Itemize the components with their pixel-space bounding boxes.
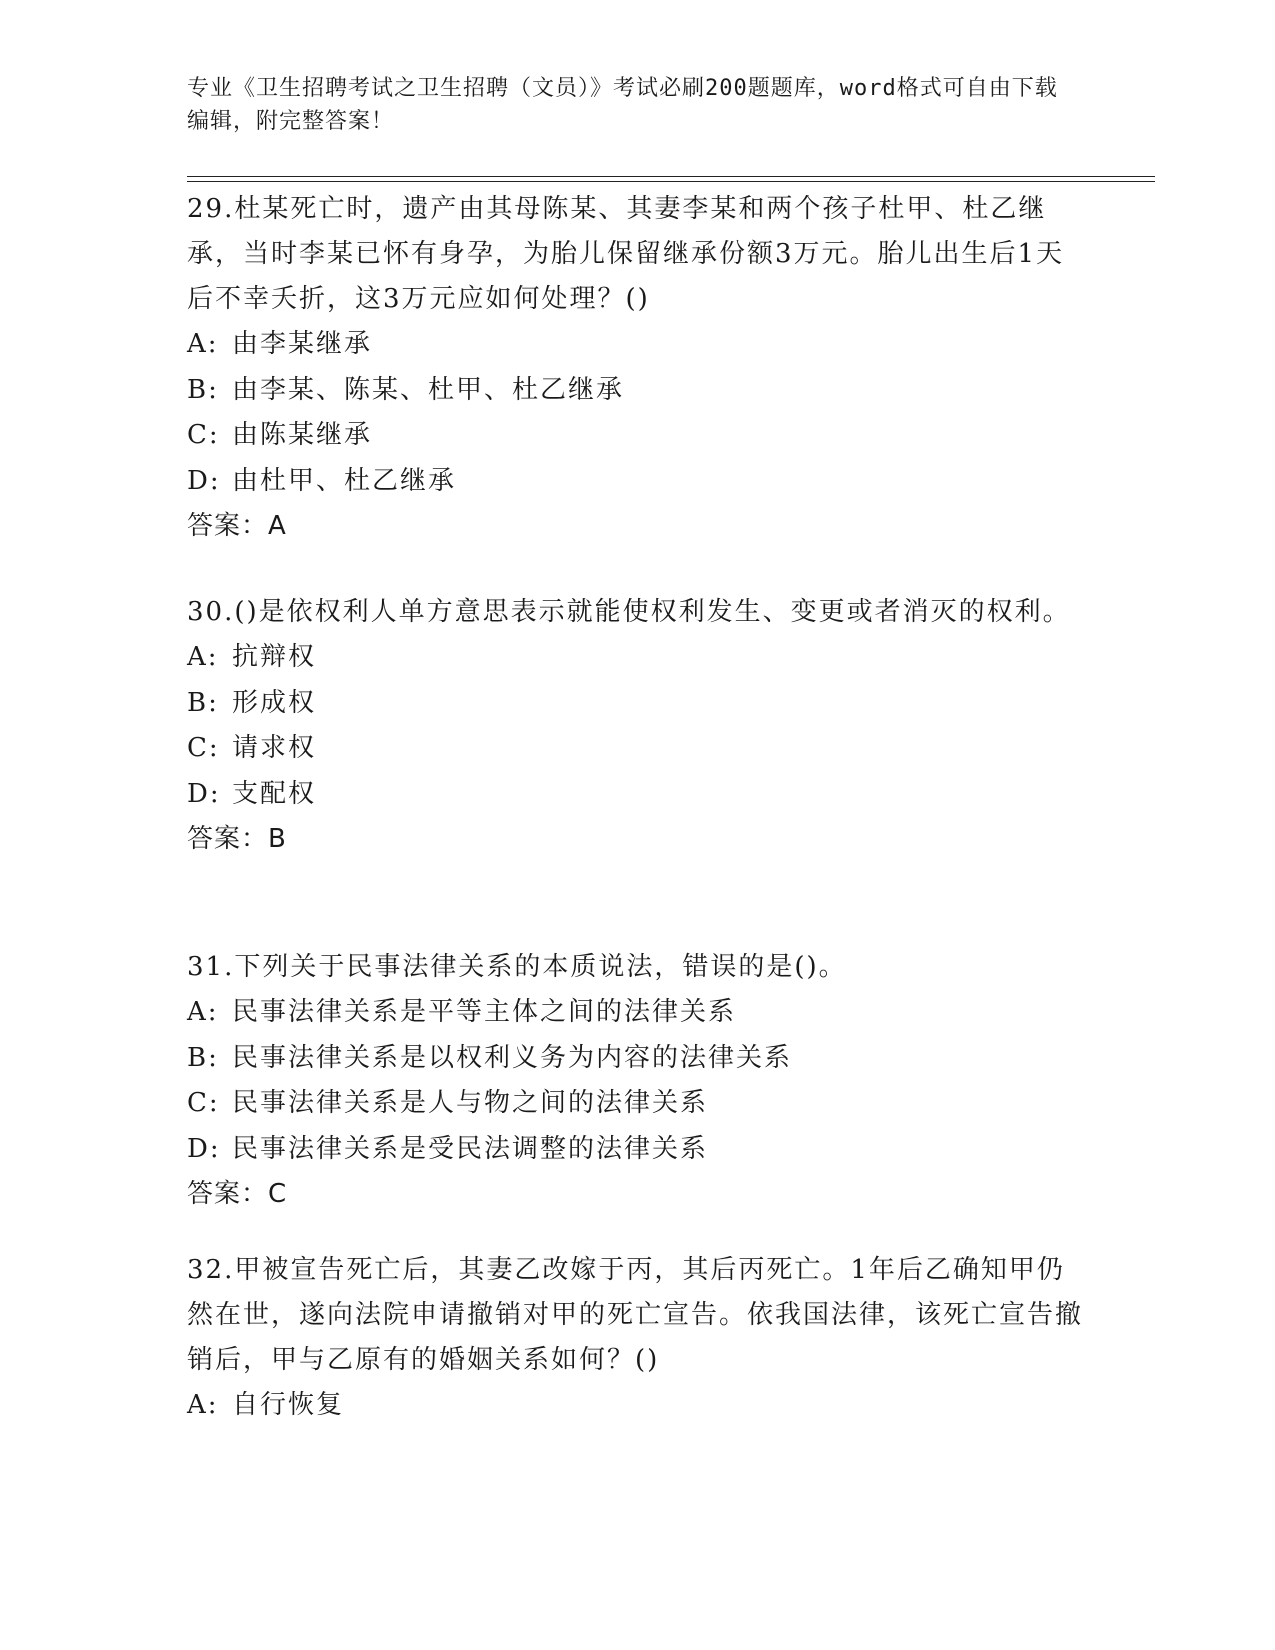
- option-text: 民事法律关系是受民法调整的法律关系: [232, 1133, 709, 1164]
- option-c: [187, 726, 1087, 772]
- option-b: [187, 1036, 1087, 1082]
- option-text: 自行恢复: [232, 1390, 345, 1420]
- question-31: [187, 945, 1087, 1218]
- option-b: [187, 681, 1087, 727]
- option-text: 请求权: [232, 733, 317, 763]
- option-text: 民事法律关系是以权利义务为内容的法律关系: [232, 1042, 793, 1073]
- question-30: [187, 590, 1087, 863]
- option-a: [187, 1383, 1087, 1429]
- option-text: 民事法律关系是平等主体之间的法律关系: [232, 997, 737, 1027]
- question-32: [187, 1248, 1087, 1429]
- question-stem: 32.甲被宣告死亡后，其妻乙改嫁于丙，其后丙死亡。1年后乙确知甲仍然在世，遂向法院申请撤销对甲的死亡宣告。依我国法律，该死亡宣告撤销后，甲与乙原有的婚姻关系如何？(): [187, 1255, 1084, 1375]
- option-label: A:: [187, 642, 219, 672]
- option-text: 形成权: [232, 687, 317, 718]
- option-label: A:: [187, 329, 219, 359]
- option-c: [187, 1081, 1087, 1127]
- option-label: B:: [187, 1042, 219, 1073]
- option-label: B:: [187, 687, 219, 718]
- option-d: [187, 1127, 1087, 1173]
- option-a: [187, 990, 1087, 1036]
- question-stem: 30.()是依权利人单方意思表示就能使权利发生、变更或者消灭的权利。: [187, 597, 1071, 627]
- header-divider-top: [187, 176, 1155, 177]
- option-text: 支配权: [232, 778, 317, 809]
- header-divider-bottom: [187, 181, 1155, 182]
- option-label: C:: [187, 1088, 220, 1118]
- option-label: D:: [187, 778, 221, 809]
- option-label: C:: [187, 733, 220, 763]
- option-text: 抗辩权: [232, 642, 317, 672]
- question-stem: 31.下列关于民事法律关系的本质说法，错误的是()。: [187, 952, 847, 982]
- option-b: [187, 368, 1087, 414]
- document-header: 专业《卫生招聘考试之卫生招聘（文员）》考试必刷200题题库，word格式可自由下载编辑，附完整答案！: [187, 76, 1058, 134]
- option-text: 由陈某继承: [232, 420, 373, 450]
- option-a: [187, 322, 1087, 368]
- option-label: D:: [187, 465, 221, 496]
- option-a: [187, 635, 1087, 681]
- option-text: 由李某、陈某、杜甲、杜乙继承: [232, 374, 625, 405]
- option-d: [187, 772, 1087, 818]
- question-29: [187, 187, 1087, 550]
- option-d: [187, 459, 1087, 505]
- option-label: D:: [187, 1133, 221, 1164]
- option-label: B:: [187, 374, 219, 405]
- option-c: [187, 413, 1087, 459]
- answer: 答案：B: [187, 824, 287, 854]
- option-label: C:: [187, 420, 220, 450]
- option-text: 由杜甲、杜乙继承: [232, 465, 457, 496]
- question-stem: 29.杜某死亡时，遗产由其母陈某、其妻李某和两个孩子杜甲、杜乙继承，当时李某已怀有身孕，为胎儿保留继承份额3万元。胎儿出生后1天后不幸夭折，这3万元应如何处理？(): [187, 194, 1065, 314]
- answer: 答案：A: [187, 511, 287, 541]
- option-label: A:: [187, 997, 219, 1027]
- option-text: 民事法律关系是人与物之间的法律关系: [232, 1088, 709, 1118]
- option-label: A:: [187, 1390, 219, 1420]
- option-text: 由李某继承: [232, 329, 373, 359]
- answer: 答案：C: [187, 1179, 288, 1209]
